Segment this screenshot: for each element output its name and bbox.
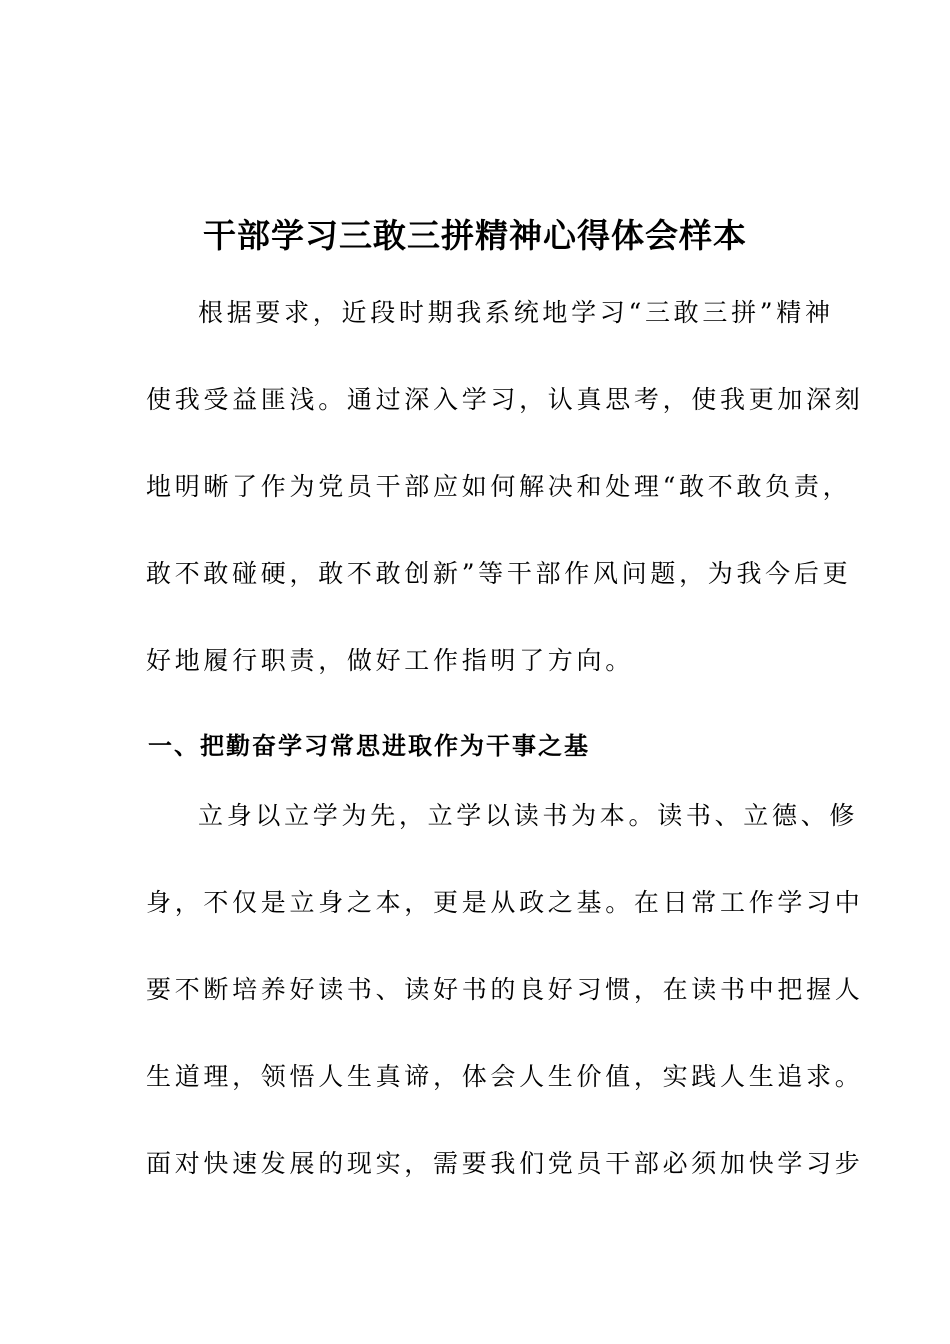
- paragraph-1-line-4: 敢不敢碰硬，敢不敢创新”等干部作风问题，为我今后更: [146, 559, 852, 588]
- paragraph-1-line-3: 地明晰了作为党员干部应如何解决和处理“敢不敢负责，: [146, 472, 852, 501]
- document-title: 干部学习三敢三拼精神心得体会样本: [203, 216, 747, 255]
- paragraph-1-line-1: 根据要求，近段时期我系统地学习“三敢三拼”精神: [198, 298, 834, 327]
- paragraph-2-line-3: 要不断培养好读书、读好书的良好习惯，在读书中把握人: [146, 975, 864, 1004]
- paragraph-2-line-5: 面对快速发展的现实，需要我们党员干部必须加快学习步: [146, 1149, 864, 1178]
- paragraph-2-line-1: 立身以立学为先，立学以读书为本。读书、立德、修: [198, 801, 859, 830]
- paragraph-2-line-2: 身，不仅是立身之本，更是从政之基。在日常工作学习中: [146, 888, 864, 917]
- section-1-heading: 一、把勤奋学习常思进取作为干事之基: [148, 732, 590, 760]
- paragraph-1-line-5: 好地履行职责，做好工作指明了方向。: [146, 646, 634, 675]
- paragraph-1-line-2: 使我受益匪浅。通过深入学习，认真思考，使我更加深刻: [146, 385, 864, 414]
- paragraph-2-line-4: 生道理，领悟人生真谛，体会人生价值，实践人生追求。: [146, 1062, 864, 1091]
